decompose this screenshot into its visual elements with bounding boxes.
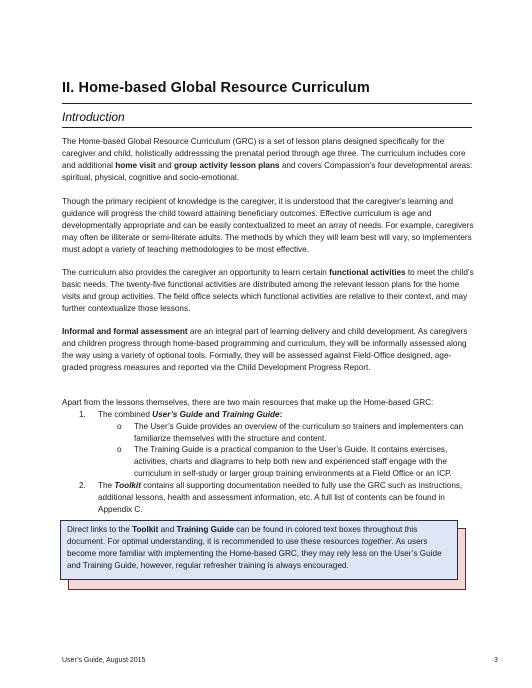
sub-bullet-2: o [117, 445, 122, 454]
footer-doc-title: User’s Guide, August 2015 [62, 657, 146, 664]
paragraph-5: Apart from the lessons themselves, there are two main resources that make up the Home-based GRC: [62, 398, 434, 407]
list-item-1-joiner: and [202, 410, 222, 419]
title-rule [62, 103, 472, 104]
sub-item-users-guide: The User’s Guide provides an overview of the curriculum so trainers and implementers can familiarize themselves with the structure and content. [134, 422, 464, 443]
callout-middle: can be found in colored text boxes throughout this document. For optimal understanding, it is recommended to use these resources [67, 525, 418, 546]
callout-joiner: and [158, 525, 177, 534]
list-number-1: 1. [79, 410, 86, 419]
list-item-1 [98, 409, 468, 421]
list-item-2-text: The [98, 481, 115, 490]
page-number: 3 [494, 657, 498, 664]
training-guide-link-term: Training Guide [176, 525, 234, 534]
paragraph-2: Though the primary recipient of knowledge is the caregiver, it is understood that the caregiver’s learning and guidance will progress the child toward attaining beneficiary outcomes. Effective curriculum is age and developmentally appropriate and can be easily contextualized to meet an array of needs. For example, caregivers may often be illiterate or semi-literate adults. The methods by which they will learn best will vary, so implementers must adopt a variety of teaching methodologies to be most effective. [62, 197, 474, 254]
callout-tail: . As users become more familiar with implementing the Home-based GRC, they may rely less on the User’s Guide and Training Guide, however, regular refresher training is always encouraged. [67, 537, 442, 570]
list-number-2: 2. [79, 481, 86, 490]
paragraph-1-joiner: and [155, 161, 174, 170]
list-item-1-text: The combined [98, 410, 153, 419]
paragraph-3-tail: to meet the child’s basic needs. The twenty-five functional activities are distributed among the relevant lesson plans for the home visits and group activities. The field office selects which functional activities are relative to their context, and may further contextualize those lessons. [62, 268, 474, 313]
toolkit-term: Toolkit [114, 481, 141, 490]
paragraph-3 [62, 267, 474, 315]
paragraph-4 [62, 326, 474, 374]
sub-item-training-guide: The Training Guide is a practical companion to the User’s Guide. It contains exercises, activities, charts and diagrams to help both new and experienced staff engage with the curriculum in self-study or larger group training environments at a Field Office or an ICP. [134, 445, 452, 478]
toolkit-link-term: Toolkit [132, 525, 159, 534]
page-title: II. Home-based Global Resource Curriculum [62, 80, 370, 96]
paragraph-3-text: The curriculum also provides the caregiver an opportunity to learn certain [62, 268, 330, 277]
list-item-2 [98, 480, 468, 516]
users-guide-term: User’s Guide [152, 410, 203, 419]
training-guide-term: Training Guide [221, 410, 280, 419]
list-item-1-colon: : [279, 410, 283, 419]
group-activity-term: group activity lesson plans [173, 161, 280, 170]
home-visit-term: home visit [115, 161, 156, 170]
paragraph-1-text: The Home-based Global Resource Curriculum (GRC) is a set of lesson plans designed specifically for the caregiver and child, holistically addresssing the prenatal period through age three. The curriculum includes core and additional [62, 137, 466, 170]
together-emphasis: together [361, 537, 392, 546]
list-item-2-tail: contains all supporting documentation needed to fully use the GRC such as instructions, additional lessons, health and assessment information, etc. A full list of contents can be found in Appendix C. [98, 481, 463, 514]
section-heading: Introduction [62, 110, 125, 124]
functional-activities-term: functional activities [329, 268, 406, 277]
paragraph-1 [62, 136, 474, 184]
section-rule [62, 127, 472, 128]
callout-box [60, 520, 458, 580]
sub-bullet-1: o [117, 422, 122, 431]
callout-text: Direct links to the [67, 525, 133, 534]
paragraph-4-tail: are an integral part of learning delivery and child development. As caregivers and children progress through home-based programming and curriculum, they will be informally assessed along the way using a variety of optional tools. Formally, they will be assessed against Field-Office designed, age-graded progress measures and reported via the Child Development Progress Report. [62, 327, 468, 372]
assessment-term: Informal and formal assessment [62, 327, 188, 336]
paragraph-1-tail: and covers Compassion’s four developmental areas: spiritual, physical, cognitive and socio-emotional. [62, 161, 473, 182]
